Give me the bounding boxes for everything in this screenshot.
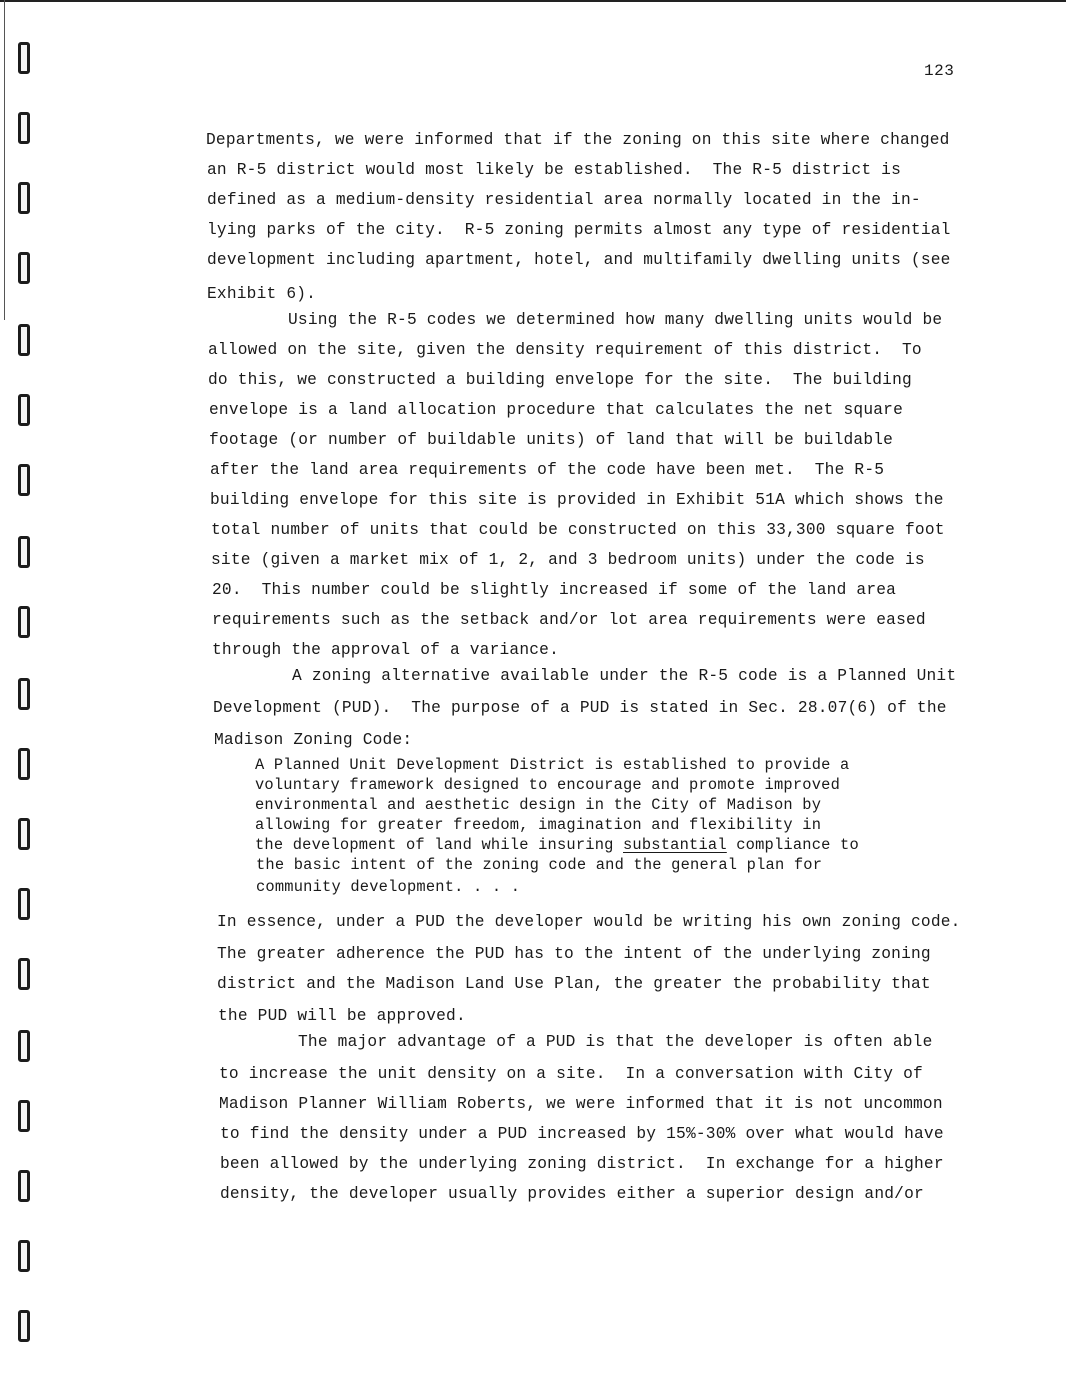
text-line: through the approval of a variance. <box>212 641 559 659</box>
text-line: been allowed by the underlying zoning district. In exchange for a higher <box>220 1155 944 1173</box>
text-line: The greater adherence the PUD has to the intent of the underlying zoning <box>217 945 931 963</box>
quote-line: environmental and aesthetic design in the City of Madison by <box>255 796 822 814</box>
text-line: Exhibit 6). <box>207 285 317 303</box>
text-line: 20. This number could be slightly increased if some of the land area <box>212 581 897 599</box>
underlined-word: substantial <box>623 836 727 854</box>
text-line: The major advantage of a PUD is that the developer is often able <box>298 1033 933 1051</box>
text-line: to increase the unit density on a site. In a conversation with City of <box>219 1065 923 1083</box>
text-line: Departments, we were informed that if the zoning on this site where changed <box>206 131 950 149</box>
text-line: do this, we constructed a building envelope for the site. The building <box>208 371 912 389</box>
quote-line: allowing for greater freedom, imagination and flexibility in <box>255 816 822 834</box>
quote-line: the basic intent of the zoning code and the general plan for <box>256 856 823 874</box>
quote-line: voluntary framework designed to encourage and promote improved <box>255 776 841 794</box>
page-number: 123 <box>924 62 955 80</box>
text-line: allowed on the site, given the density requirement of this district. To <box>208 341 922 359</box>
text-line: lying parks of the city. R-5 zoning permits almost any type of residential <box>207 221 951 239</box>
quote-line: A Planned Unit Development District is established to provide a <box>255 756 850 774</box>
text-line: density, the developer usually provides either a superior design and/or <box>220 1185 924 1203</box>
text-line: the PUD will be approved. <box>218 1007 466 1025</box>
text-line: Development (PUD). The purpose of a PUD is stated in Sec. 28.07(6) of the <box>213 699 947 717</box>
text-line: an R-5 district would most likely be established. The R-5 district is <box>207 161 901 179</box>
text-line: building envelope for this site is provided in Exhibit 51A which shows the <box>210 491 944 509</box>
text-line: after the land area requirements of the code have been met. The R-5 <box>210 461 885 479</box>
quote-line: community development. . . . <box>256 878 521 896</box>
text-line: district and the Madison Land Use Plan, the greater the probability that <box>217 975 931 993</box>
text-line: development including apartment, hotel, and multifamily dwelling units (see <box>207 251 951 269</box>
text-line: envelope is a land allocation procedure that calculates the net square <box>209 401 903 419</box>
text-line: defined as a medium-density residential area normally located in the in- <box>207 191 921 209</box>
text-line: total number of units that could be constructed on this 33,300 square foot <box>211 521 945 539</box>
text-line: In essence, under a PUD the developer would be writing his own zoning code. <box>217 913 961 931</box>
text-line: footage (or number of buildable units) of land that will be buildable <box>209 431 894 449</box>
quote-text: the development of land while insuring <box>255 836 623 854</box>
quote-text: compliance to <box>726 836 859 854</box>
text-line: requirements such as the setback and/or lot area requirements were eased <box>212 611 926 629</box>
text-line: A zoning alternative available under the R-5 code is a Planned Unit <box>292 667 957 685</box>
quote-line <box>255 836 859 855</box>
text-line: to find the density under a PUD increased by 15%-30% over what would have <box>220 1125 944 1143</box>
text-line: Using the R-5 codes we determined how many dwelling units would be <box>288 311 943 329</box>
text-line: Madison Zoning Code: <box>214 731 413 749</box>
text-line: site (given a market mix of 1, 2, and 3 bedroom units) under the code is <box>211 551 925 569</box>
text-line: Madison Planner William Roberts, we were informed that it is not uncommon <box>219 1095 943 1113</box>
